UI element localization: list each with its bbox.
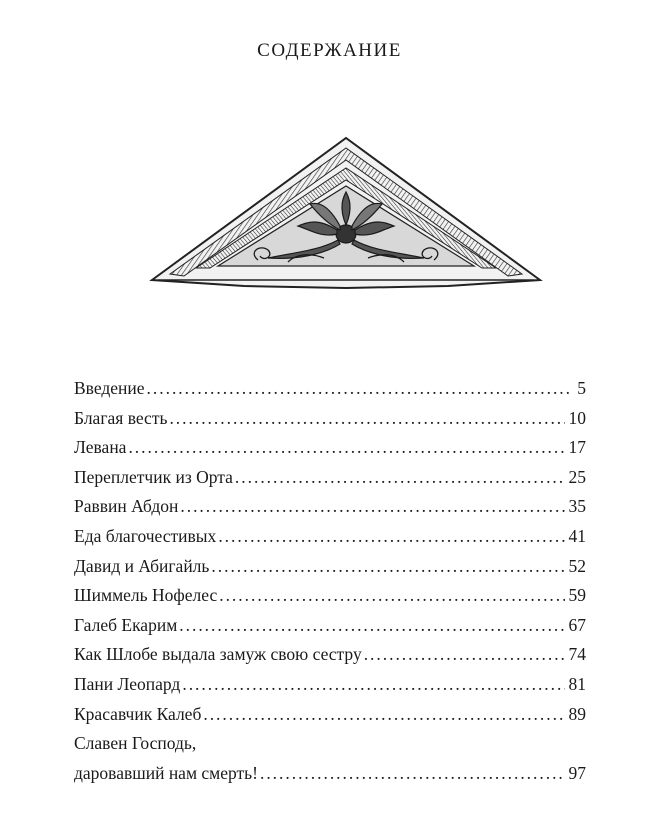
toc-entry-page: 89: [568, 703, 586, 724]
dot-leader: [211, 552, 564, 582]
toc-entry-page: 81: [568, 673, 586, 694]
dot-leader: [235, 463, 565, 493]
toc-entry-page: 52: [568, 555, 586, 576]
toc-entry: [74, 611, 586, 641]
dot-leader: [179, 611, 564, 641]
toc-entry-title: Благая весть: [74, 407, 168, 428]
dot-leader: [147, 374, 574, 404]
dot-leader: [219, 581, 564, 611]
page-title: СОДЕРЖАНИЕ: [257, 40, 402, 61]
toc-entry-title: Шиммель Нофелес: [74, 585, 218, 606]
dot-leader: [180, 492, 564, 522]
toc-entry: [74, 552, 586, 582]
toc-entry: [74, 463, 586, 493]
toc-entry: [74, 581, 586, 611]
toc-entry-title: Еда благочестивых: [74, 525, 217, 546]
toc-entry: [74, 729, 586, 788]
toc-entry: [74, 433, 586, 463]
toc-entry-title: Раввин Абдон: [74, 496, 179, 517]
toc-entry-title-line1: Славен Господь,: [74, 733, 197, 754]
toc-entry-page: 10: [568, 407, 586, 428]
toc-entry: [74, 492, 586, 522]
dot-leader: [218, 522, 564, 552]
dot-leader: [364, 640, 565, 670]
toc-entry-title: Пани Леопард: [74, 673, 181, 694]
dot-leader: [182, 670, 564, 700]
toc-entry: [74, 670, 586, 700]
toc-entry: [74, 404, 586, 434]
toc-entry: [74, 522, 586, 552]
toc-entry-page: 41: [568, 525, 586, 546]
toc-entry-title-line2: даровавший нам смерть!: [74, 762, 258, 783]
toc-entry: [74, 374, 586, 404]
toc-entry: [74, 700, 586, 730]
toc-entry-page: 74: [568, 644, 586, 665]
dot-leader: [128, 433, 564, 463]
toc-entry-title: Введение: [74, 378, 145, 398]
toc-entry-page: 97: [568, 762, 586, 783]
toc-entry-page: 67: [568, 614, 586, 635]
toc-entry-page: 25: [568, 466, 586, 487]
toc-entry-title: Красавчик Калеб: [74, 703, 202, 724]
dot-leader: [203, 700, 564, 730]
toc-entry-title: Левана: [74, 437, 127, 458]
dot-leader: [260, 759, 565, 789]
dot-leader: [169, 404, 564, 434]
carved-pediment-ornament-icon: [148, 134, 544, 294]
toc-entry-page: 5: [577, 378, 586, 398]
toc-entry: [74, 640, 586, 670]
toc-entry-title: Переплетчик из Орта: [74, 466, 233, 487]
toc-entry-page: 59: [568, 585, 586, 606]
toc-entry-title: Давид и Абигайль: [74, 555, 210, 576]
toc-entry-title: Как Шлобе выдала замуж свою сестру: [74, 644, 362, 665]
table-of-contents: [74, 374, 586, 788]
toc-entry-page: 17: [568, 437, 586, 458]
toc-entry-title: Галеб Екарим: [74, 614, 178, 635]
toc-entry-page: 35: [568, 496, 586, 517]
